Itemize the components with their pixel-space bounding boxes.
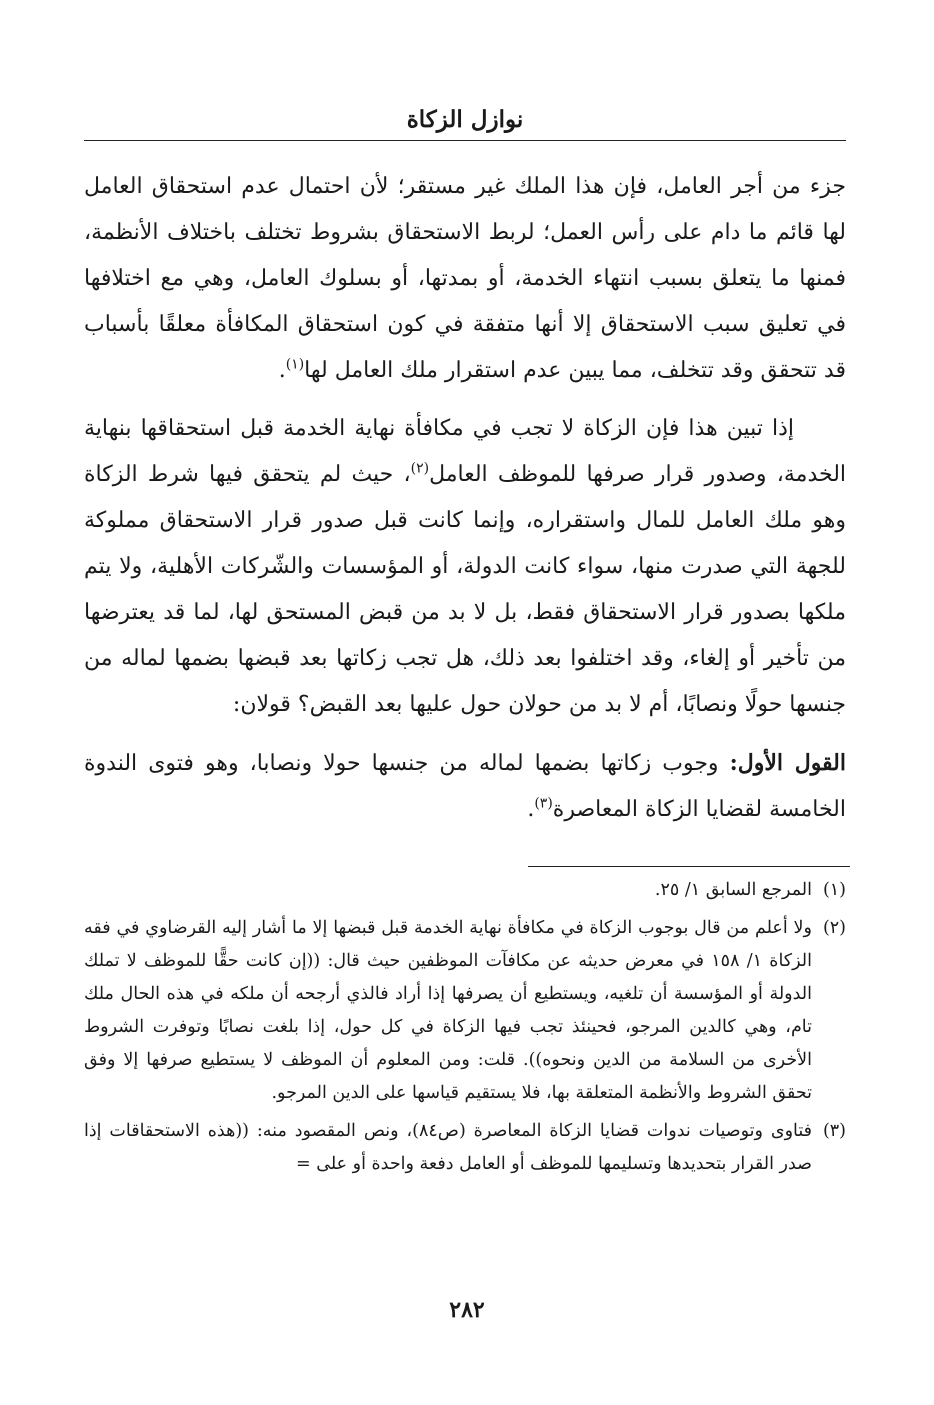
page-number: ٢٨٢ bbox=[449, 1297, 485, 1323]
footnote-2 bbox=[84, 912, 846, 1110]
footnote-text: المرجع السابق ١/ ٢٥. bbox=[654, 880, 812, 900]
footnote-text: ولا أعلم من قال بوجوب الزكاة في مكافأة نهاية الخدمة قبل قبضها إلا ما أشار إليه القرضاوي في فقه الزكاة ١/ ١٥٨ في معرض حديثه عن مكافآت الموظفين حيث قال: ((إن كانت حقًّا للموظف لا تملك الدولة أو المؤسسة أن تلغيه، ويستطيع أن يصرفها إذا أراد فالذي أرجحه أن ملكه في هذه الحال ملك تام، وهي كالدين المرجو، فحينئذ تجب فيها الزكاة في كل حول، إذا بلغت نصابًا وتوفرت الشروط الأخرى من السلامة من الدين ونحوه)). قلت: ومن المعلوم أن الموظف لا يستطيع صرفها إلا وفق تحقق الشروط والأنظمة المتعلقة بها، فلا يستقيم قياسها على الدين المرجو. bbox=[84, 918, 812, 1103]
footnote-text: فتاوى وتوصيات ندوات قضايا الزكاة المعاصرة (ص٨٤)، ونص المقصود منه: ((هذه الاستحقاقات إذا صدر القرار بتحديدها وتسليمها للموظف أو العامل دفعة واحدة أو على = bbox=[84, 1121, 812, 1174]
paragraph-3-text: وجوب زكاتها بضمها لماله من جنسها حولا ونصابا، وهو فتوى الندوة الخامسة لقضايا الزكاة المعاصرة bbox=[84, 751, 846, 822]
footnote-number: (٣) bbox=[822, 1121, 846, 1141]
paragraph-1 bbox=[84, 164, 846, 394]
footnote-ref-1[interactable]: (١) bbox=[285, 356, 305, 373]
footnote-number: (١) bbox=[822, 880, 846, 900]
paragraph-2-text-b: ، حيث لم يتحقق فيها شرط الزكاة وهو ملك العامل للمال واستقراره، وإنما كانت قبل صدور قرار الاستحقاق مملوكة للجهة التي صدرت منها، سواء كانت الدولة، أو المؤسسات والشّركات الأهلية، ولا يتم ملكها بصدور قرار الاستحقاق فقط، بل لا بد من قبض المستحق لها، لما قد يعترضها من تأخير أو إلغاء، وقد اختلفوا بعد ذلك، هل تجب زكاتها بعد قبضها بضمها لماله من جنسها حولًا ونصابًا، أم لا بد من حولان حول عليها بعد القبض؟ قولان: bbox=[84, 462, 846, 717]
footnotes bbox=[84, 874, 846, 1186]
paragraph-3 bbox=[84, 740, 846, 833]
paragraph-1-text: جزء من أجر العامل، فإن هذا الملك غير مستقر؛ لأن احتمال عدم استحقاق العامل لها قائم ما دام على رأس العمل؛ لربط الاستحقاق بشروط تختلف باختلاف الأنظمة، فمنها ما يتعلق بسبب انتهاء الخدمة، أو بمدتها، أو بسلوك العامل، وهي مع اختلافها في تعليق سبب الاستحقاق إلا أنها متفقة في كون استحقاق المكافأة معلقًا بأسباب قد تتحقق وقد تتخلف، مما يبين عدم استقرار ملك العامل لها bbox=[84, 174, 846, 383]
paragraph-2 bbox=[84, 406, 846, 728]
header-rule bbox=[84, 140, 846, 141]
running-header-title: نوازل الزكاة bbox=[406, 106, 524, 133]
footnote-1 bbox=[84, 874, 846, 907]
footnote-separator bbox=[528, 866, 850, 867]
footnote-3 bbox=[84, 1115, 846, 1181]
footnote-number: (٢) bbox=[822, 918, 846, 938]
paragraph-3-lead: القول الأول: bbox=[729, 750, 846, 776]
paragraph-2-text-a: إذا تبين هذا فإن الزكاة لا تجب في مكافأة نهاية الخدمة قبل استحقاقها بنهاية الخدمة، وصدور قرار صرفها للموظف العامل bbox=[84, 416, 847, 487]
footnote-ref-2[interactable]: (٢) bbox=[410, 460, 430, 477]
paragraph-3-end: . bbox=[527, 797, 535, 822]
paragraph-1-end: . bbox=[278, 358, 286, 383]
main-text bbox=[84, 164, 846, 845]
footnote-ref-3[interactable]: (٣) bbox=[534, 795, 553, 812]
